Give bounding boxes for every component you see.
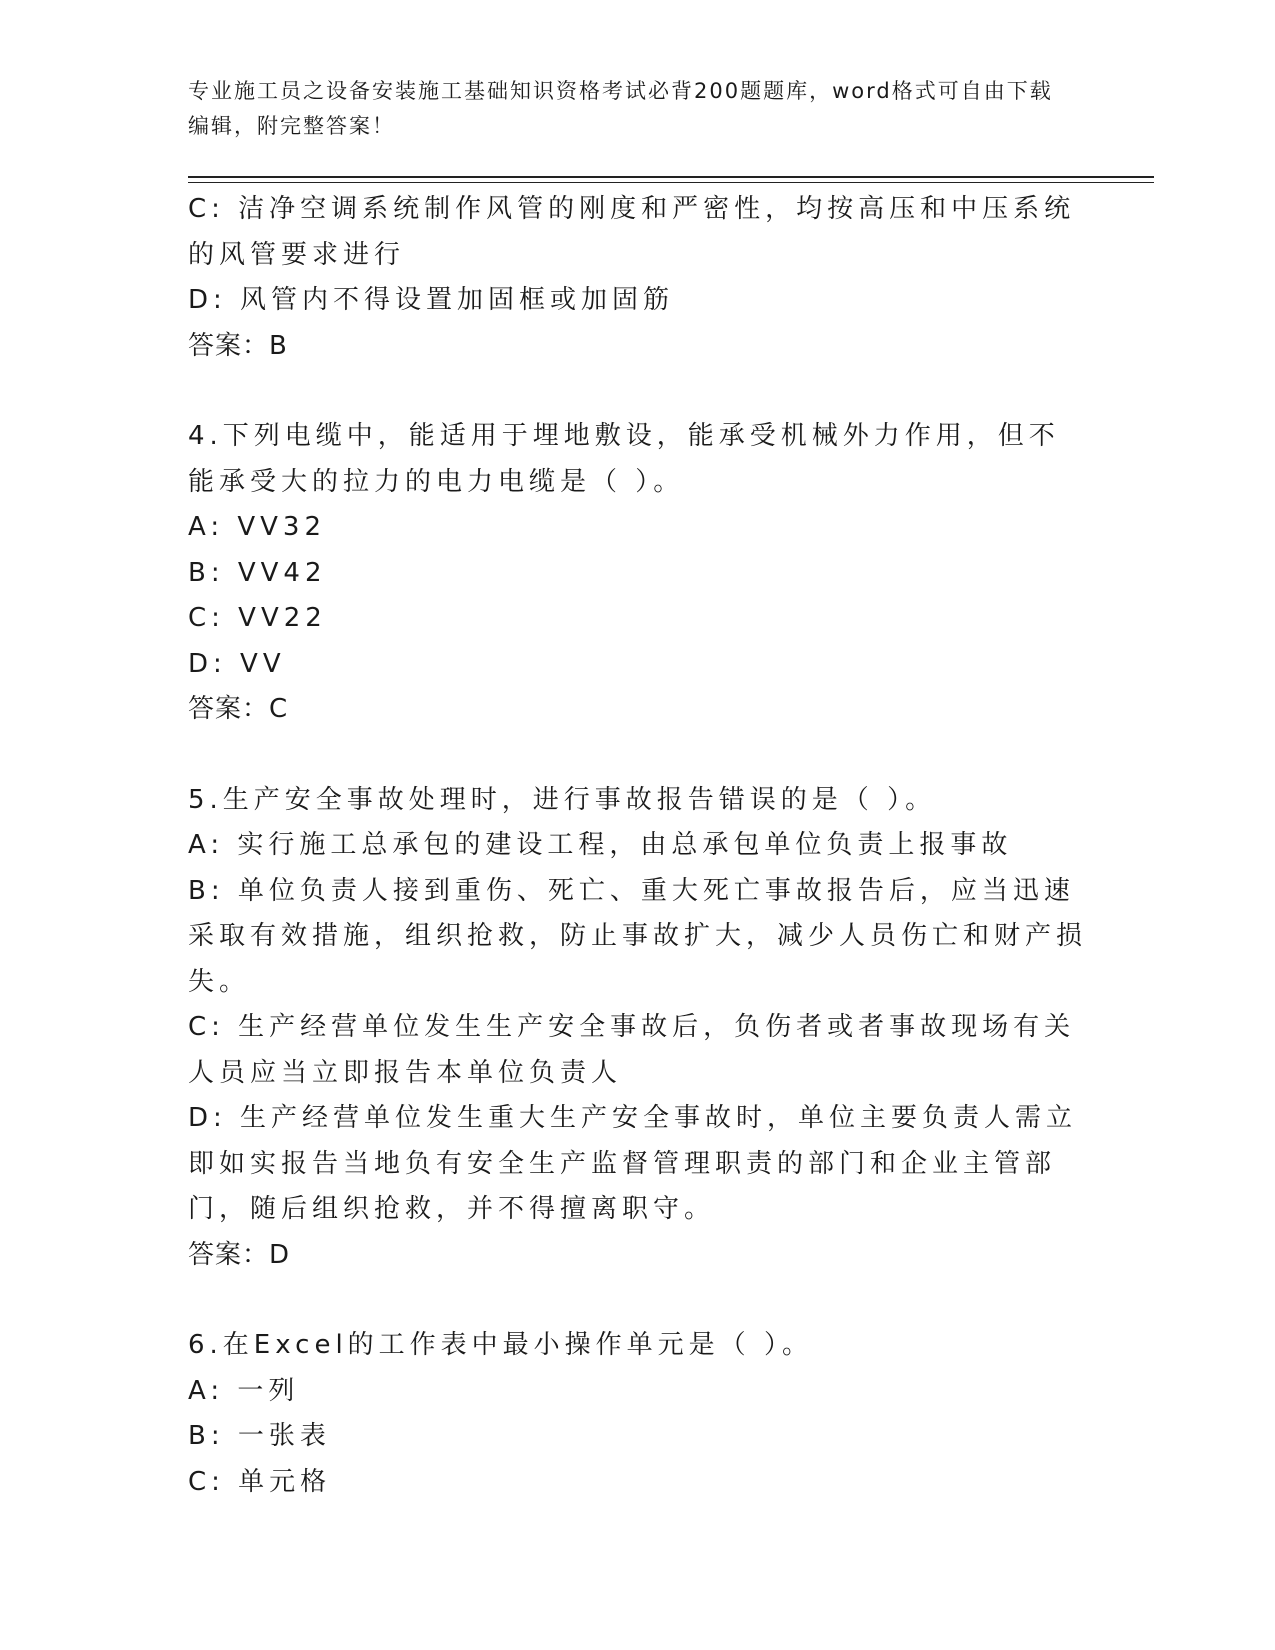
header-rule-thin	[188, 182, 1154, 183]
option-a: A: VV32	[188, 512, 327, 542]
question-4	[188, 414, 1088, 733]
option-b: B: 一张表	[188, 1421, 331, 1451]
question-5	[188, 778, 1088, 1279]
question-3-tail	[188, 187, 1088, 369]
option-d: D: 生产经营单位发生重大生产安全事故时，单位主要负责人需立即如实报告当地负有安全生产监督管理职责的部门和企业主管部门，随后组织抢救，并不得擅离职守。	[188, 1103, 1078, 1224]
option-b: B: 单位负责人接到重伤、死亡、重大死亡事故报告后，应当迅速采取有效措施，组织抢救，防止事故扩大，减少人员伤亡和财产损失。	[188, 875, 1088, 997]
document-body	[188, 187, 1088, 1505]
question-text: 6.在Excel的工作表中最小操作单元是（ ）。	[188, 1330, 813, 1360]
option-d: D: 风管内不得设置加固框或加固筋	[188, 285, 675, 315]
question-6	[188, 1323, 1088, 1505]
document-header	[188, 74, 1068, 144]
question-text: 4.下列电缆中，能适用于埋地敷设，能承受机械外力作用，但不能承受大的拉力的电力电缆是（ ）。	[188, 421, 1060, 497]
option-d: D: VV	[188, 648, 286, 679]
answer: 答案：D	[188, 1239, 291, 1270]
option-c: C: VV22	[188, 603, 327, 633]
header-title: 专业施工员之设备安装施工基础知识资格考试必背200题题库，word格式可自由下载编辑，附完整答案！	[188, 79, 1053, 138]
option-a: A: 一列	[188, 1375, 300, 1406]
option-a: A: 实行施工总承包的建设工程，由总承包单位负责上报事故	[188, 830, 1013, 860]
question-text: 5.生产安全事故处理时，进行事故报告错误的是（ ）。	[188, 784, 937, 815]
answer: 答案：C	[188, 694, 289, 724]
option-b: B: VV42	[188, 557, 327, 588]
answer: 答案：B	[188, 330, 288, 361]
header-rule-thick	[188, 176, 1154, 178]
option-c: C: 生产经营单位发生生产安全事故后，负伤者或者事故现场有关人员应当立即报告本单位负责人	[188, 1012, 1076, 1088]
option-c: C: 洁净空调系统制作风管的刚度和严密性，均按高压和中压系统的风管要求进行	[188, 194, 1076, 270]
option-c: C: 单元格	[188, 1466, 332, 1497]
